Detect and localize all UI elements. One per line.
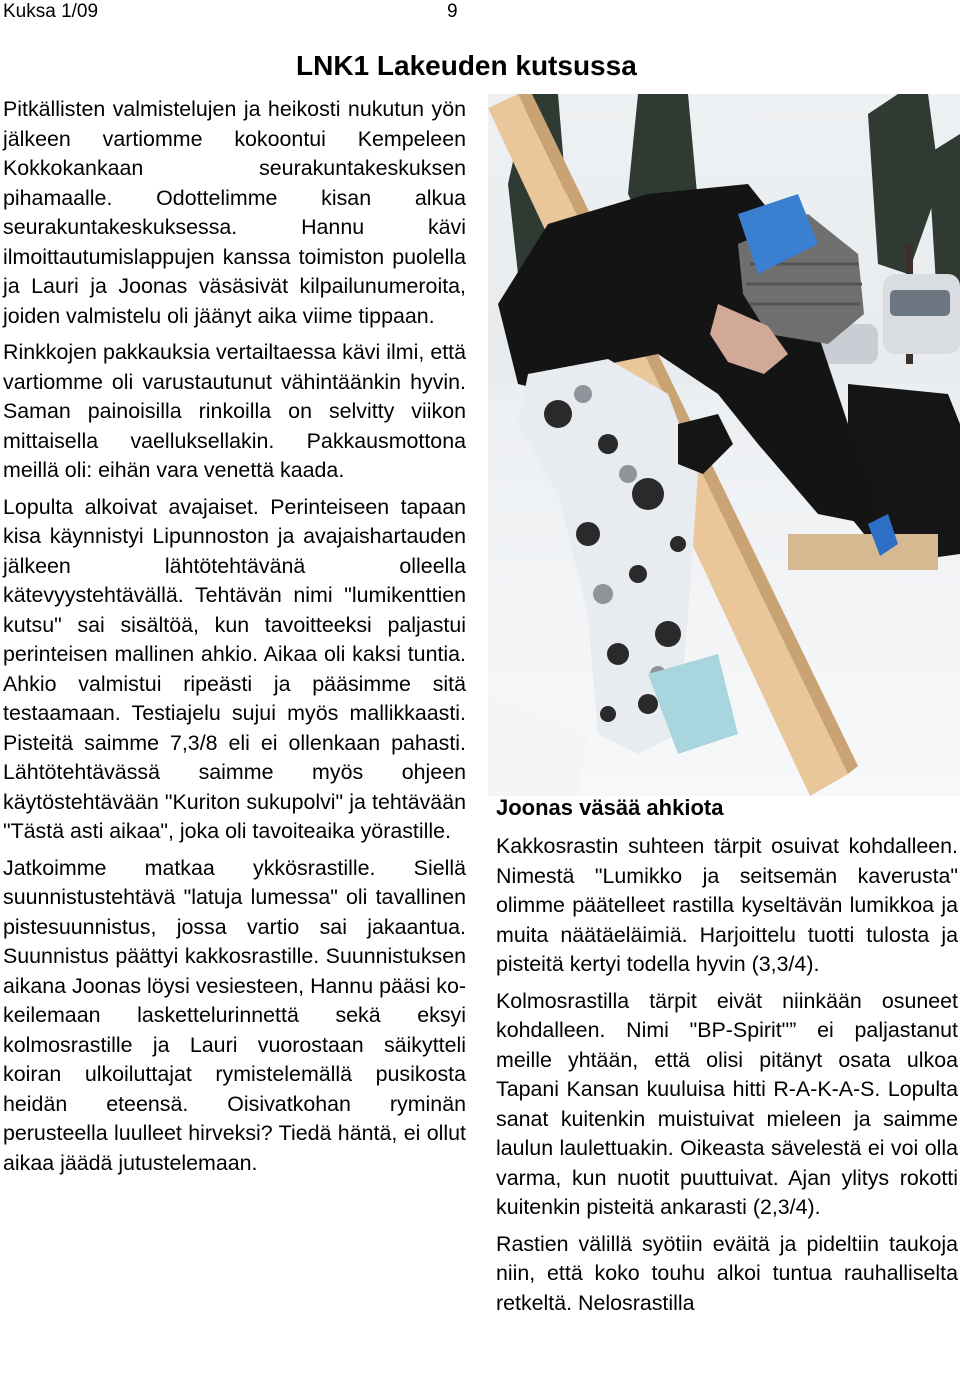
paragraph: Kolmosrastilla tärpit eivät niinkään osuneet kohdalleen. Nimi "BP-Spirit"” ei paljastanut meille yhtään, että olisi pitänyt osata ulkoa Tapani Kansan kuuluisa hitti R-A-K-A-S. Lopulta sanat kuitenkin muistuivat mieleen ja saimme laulun laulettuakin. Oikeasta sävelestä ei voi olla varma, kun nuotit puuttuivat. Ajan ylitys rokotti kuitenkin pisteitä ankarasti (2,3/4). bbox=[496, 988, 958, 1219]
paragraph: Rastien välillä syötiin eväitä ja pideltiin taukoja niin, että koko touhu alkoi tuntua rauhalliselta retkeltä. Nelosrastilla bbox=[496, 1231, 958, 1315]
paragraph: Jatkoimme matkaa ykkösrastille. Siellä suunnistustehtävä "latuja lumessa" oli tavallinen pistesuunnistus, jossa vartio sai jakaantua. Suunnistus päättyi kakkosrastille. Suunnistuksen aikana Joonas löysi vesiesteen, Hannu pääsi kokeilemaan laskettelurinnettä sekä eksyi kolmosrastille ja Lauri vuorostaan säikytteli koiran ulkoiluttajat rymistelemällä pusikosta heidän eteensä. Oisivatkohan ryminän perusteella luulleet hirveksi? Tiedä häntä, ei ollut aikaa jäädä jutustelemaan. bbox=[3, 855, 466, 1175]
paragraph: Pitkällisten valmistelujen ja heikosti nukutun yön jälkeen vartiomme kokoontui Kempeleen Kokkokankaan seurakuntakeskuksen pihamaalle. Odottelimme kisan alkua seurakuntakeskuksessa. Hannu kävi ilmoittautumislappujen kanssa toimiston puolella ja Lauri ja Joonas väsäsivät kilpailunumeroita, joiden valmistelu oli jäänyt aika viime tippaan. bbox=[3, 97, 466, 328]
left-column bbox=[3, 95, 466, 1185]
article-photo bbox=[488, 94, 960, 796]
paragraph: Lopulta alkoivat avajaiset. Perinteiseen tapaan kisa käynnistyi Lipunnoston ja avajaishartauden jälkeen lähtötehtävänä olleella kätevyystehtävällä. Tehtävän nimi "lumikenttien kutsu" sai sisältöä, kun tavoitteeksi paljastui perinteisen mallinen ahkio. Aikaa oli kaksi tuntia. Ahkio valmistui ripeästi ja pääsimme sitä testaamaan. Testiajelu sujui myös mallikkaasti. Pisteitä saimme 7,3/8 eli ei ollenkaan pahasti. Lähtötehtävässä saimme myös ohjeen käytöstehtävään "Kuriton sukupolvi" ja tehtävään "Tästä asti aikaa", joka oli tavoiteaika yörastille. bbox=[3, 494, 466, 843]
issue-label: Kuksa 1/09 bbox=[3, 1, 99, 22]
page-number: 9 bbox=[447, 1, 458, 22]
photo-caption: Joonas väsää ahkiota bbox=[496, 795, 724, 820]
paragraph: Rinkkojen pakkauksia vertailtaessa kävi ilmi, että vartiomme oli varustautunut vähintäänkin hyvin. Saman painoisilla rinkoilla on selvitty viikon mittaisella vaelluksellakin. Pakkausmottona meillä oli: eihän vara venettä kaada. bbox=[3, 340, 466, 482]
paragraph: Kakkosrastin suhteen tärpit osuivat kohdalleen. Nimestä "Lumikko ja seitsemän kaverusta" olimme päätelleet rastilla kyseltävän lumikkoa ja muita näätäeläimiä. Harjoittelu tuotti tulosta ja pisteitä kertyi todella hyvin (3,3/4). bbox=[496, 834, 958, 976]
page-header bbox=[0, 0, 960, 30]
article-title: LNK1 Lakeuden kutsussa bbox=[296, 50, 637, 81]
right-column bbox=[496, 832, 958, 1325]
